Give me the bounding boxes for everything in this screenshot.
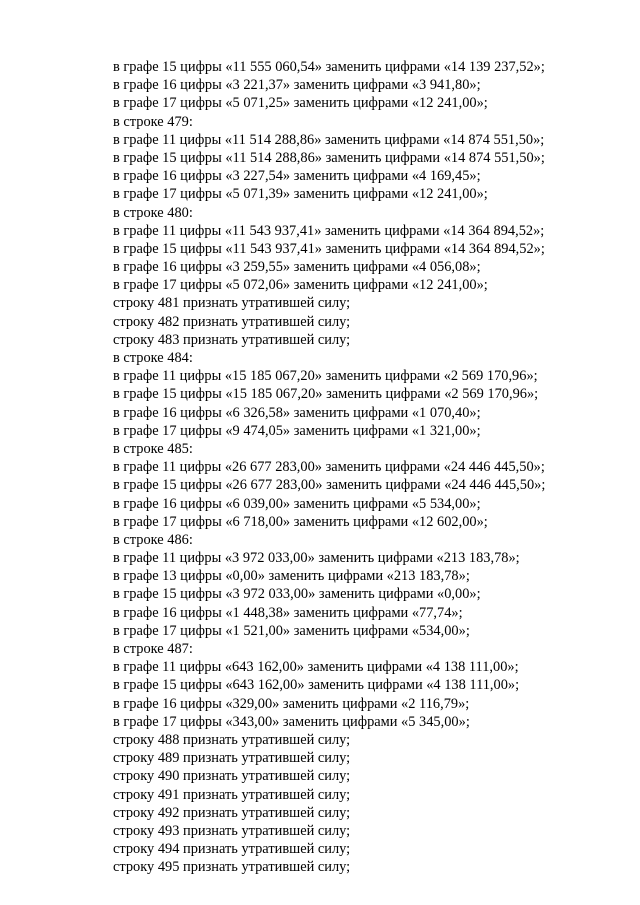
document-line: в графе 15 цифры «643 162,00» заменить цифрами «4 138 111,00»; — [113, 677, 520, 694]
document-line: в графе 17 цифры «6 718,00» заменить цифрами «12 602,00»; — [113, 513, 488, 530]
document-line: в графе 16 цифры «3 221,37» заменить цифрами «3 941,80»; — [113, 77, 481, 94]
document-line: в графе 17 цифры «5 071,25» заменить цифрами «12 241,00»; — [113, 95, 488, 112]
document-line: строку 493 признать утратившей силу; — [113, 822, 351, 839]
document-line: в графе 17 цифры «1 521,00» заменить цифрами «534,00»; — [113, 622, 470, 639]
document-line: в графе 17 цифры «5 072,06» заменить цифрами «12 241,00»; — [113, 277, 488, 294]
document-line: в графе 17 цифры «5 071,39» заменить цифрами «12 241,00»; — [113, 186, 488, 203]
document-line: в строке 480: — [113, 204, 193, 221]
document-line: в графе 16 цифры «6 039,00» заменить цифрами «5 534,00»; — [113, 495, 481, 512]
document-line: строку 492 признать утратившей силу; — [113, 804, 351, 821]
document-line: в графе 17 цифры «9 474,05» заменить цифрами «1 321,00»; — [113, 422, 481, 439]
document-line: строку 495 признать утратившей силу; — [113, 859, 351, 876]
document-line: в графе 16 цифры «329,00» заменить цифрами «2 116,79»; — [113, 695, 470, 712]
document-line: в графе 15 цифры «11 555 060,54» заменить цифрами «14 139 237,52»; — [113, 59, 545, 75]
document-line: в строке 486: — [113, 531, 193, 548]
document-line: в графе 16 цифры «1 448,38» заменить цифрами «77,74»; — [113, 604, 463, 621]
document-line: строку 491 признать утратившей силу; — [113, 786, 351, 803]
document-line: в графе 13 цифры «0,00» заменить цифрами «213 183,78»; — [113, 568, 470, 585]
document-line: в графе 15 цифры «11 514 288,86» заменить цифрами «14 874 551,50»; — [113, 149, 545, 166]
document-line: в графе 11 цифры «11 543 937,41» заменить цифрами «14 364 894,52»; — [113, 222, 545, 239]
document-line: строку 490 признать утратившей силу; — [113, 768, 351, 785]
document-line: в строке 479: — [113, 113, 193, 130]
document-line: в графе 15 цифры «11 543 937,41» заменить цифрами «14 364 894,52»; — [113, 240, 545, 257]
document-line: в строке 487: — [113, 641, 193, 657]
document-line: в графе 11 цифры «643 162,00» заменить цифрами «4 138 111,00»; — [113, 659, 519, 676]
document-line: в графе 16 цифры «6 326,58» заменить цифрами «1 070,40»; — [113, 404, 481, 421]
document-line: в графе 11 цифры «15 185 067,20» заменить цифрами «2 569 170,96»; — [113, 368, 538, 385]
document-body — [113, 58, 613, 876]
document-line: строку 481 признать утратившей силу; — [113, 295, 351, 312]
document-line: строку 489 признать утратившей силу; — [113, 750, 351, 767]
document-line: в строке 484: — [113, 350, 193, 366]
document-line: в графе 16 цифры «3 227,54» заменить цифрами «4 169,45»; — [113, 168, 481, 185]
document-line: в графе 16 цифры «3 259,55» заменить цифрами «4 056,08»; — [113, 259, 481, 276]
document-line: в графе 15 цифры «3 972 033,00» заменить цифрами «0,00»; — [113, 586, 481, 603]
document-line: в графе 17 цифры «343,00» заменить цифрами «5 345,00»; — [113, 713, 470, 730]
document-line: строку 488 признать утратившей силу; — [113, 731, 351, 748]
document-line: в графе 11 цифры «3 972 033,00» заменить цифрами «213 183,78»; — [113, 550, 520, 567]
document-line: в графе 11 цифры «26 677 283,00» заменить цифрами «24 446 445,50»; — [113, 459, 545, 476]
document-line: в строке 485: — [113, 440, 193, 457]
document-line: в графе 11 цифры «11 514 288,86» заменить цифрами «14 874 551,50»; — [113, 131, 545, 148]
document-line: строку 494 признать утратившей силу; — [113, 841, 351, 858]
document-line: в графе 15 цифры «26 677 283,00» заменить цифрами «24 446 445,50»; — [113, 477, 546, 494]
document-line: строку 483 признать утратившей силу; — [113, 331, 351, 348]
document-line: в графе 15 цифры «15 185 067,20» заменить цифрами «2 569 170,96»; — [113, 386, 539, 403]
document-line: строку 482 признать утратившей силу; — [113, 313, 351, 330]
